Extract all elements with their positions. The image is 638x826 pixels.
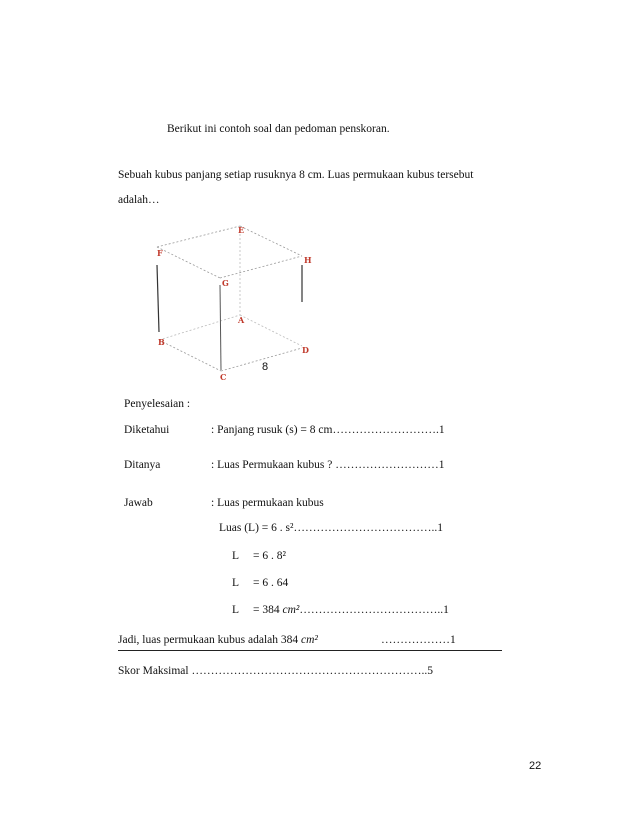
edge-GH — [220, 256, 302, 278]
edge-FB — [157, 265, 159, 332]
conclusion-text: Jadi, luas permukaan kubus adalah 384 — [118, 634, 301, 646]
calc-line-2: L = 6 . 8² — [232, 550, 286, 562]
edge-FG — [157, 247, 220, 278]
vertex-label-C: C — [220, 372, 227, 382]
edge-FE — [157, 226, 240, 247]
vertex-label-G: G — [222, 278, 229, 288]
asked-label: Ditanya — [124, 459, 161, 471]
vertex-label-A: A — [238, 315, 245, 325]
edge-BA — [159, 315, 240, 340]
page-number: 22 — [529, 760, 542, 772]
asked-value: : Luas Permukaan kubus ? ………………………1 — [211, 459, 445, 471]
solution-title: Penyelesaian : — [124, 398, 191, 410]
answer-value: : Luas permukaan kubus — [211, 497, 324, 509]
conclusion-score: ………………1 — [381, 634, 456, 646]
intro-text: Berikut ini contoh soal dan pedoman penskoran. — [167, 123, 390, 135]
question-line-2: adalah… — [118, 194, 160, 206]
vertex-label-D: D — [302, 345, 309, 355]
known-value: : Panjang rusuk (s) = 8 cm……………………….1 — [211, 424, 445, 436]
cube-figure — [150, 220, 330, 385]
edge-length-label: 8 — [262, 361, 269, 373]
answer-label: Jawab — [124, 497, 153, 509]
divider-line — [118, 650, 502, 651]
vertex-label-B: B — [158, 337, 165, 347]
vertex-label-F: F — [157, 248, 163, 258]
known-label: Diketahui — [124, 424, 170, 436]
conclusion — [118, 634, 318, 646]
vertex-label-E: E — [238, 225, 245, 235]
edge-GC — [220, 285, 221, 370]
calc-line-1: Luas (L) = 6 . s²………………………………..1 — [219, 522, 443, 534]
question-line-1: Sebuah kubus panjang setiap rusuknya 8 cm. Luas permukaan kubus tersebut — [118, 169, 474, 181]
calc-line-3: L = 6 . 64 — [232, 577, 289, 589]
calc-line-4-unit: cm² — [282, 604, 300, 616]
edge-EH — [240, 226, 302, 256]
edge-BC — [159, 340, 221, 371]
conclusion-unit: cm² — [301, 634, 318, 646]
calc-line-4-prefix: L = 384 — [232, 604, 283, 616]
calc-line-4 — [232, 604, 449, 616]
edge-AD — [240, 315, 302, 346]
vertex-label-H: H — [304, 255, 312, 265]
max-score: Skor Maksimal ……………………………………………………..5 — [118, 665, 433, 677]
calc-line-4-suffix: ………………………………..1 — [299, 604, 449, 616]
